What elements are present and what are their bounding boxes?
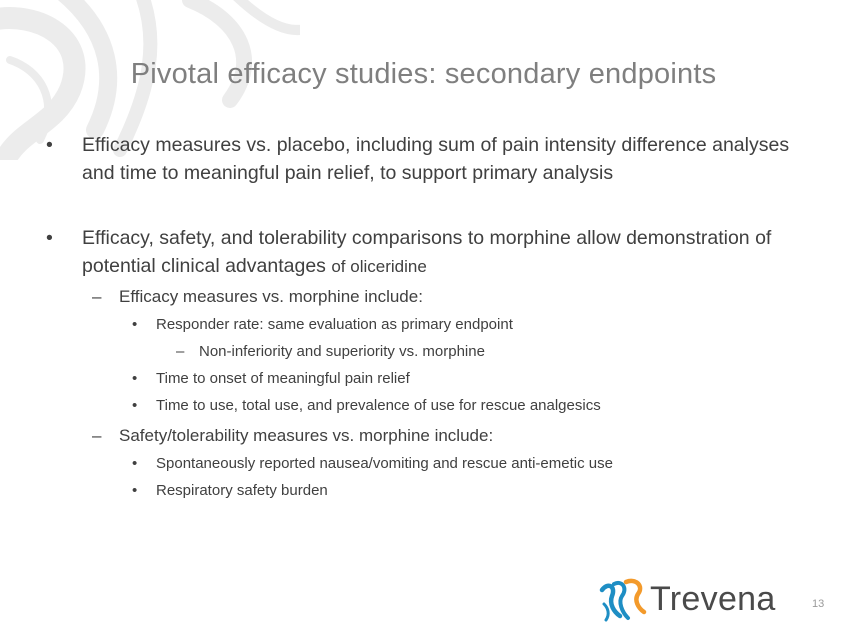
bullet-marker: • [132,482,138,499]
bullet-marker: • [132,316,138,333]
sub-sub-bullet-text: Respiratory safety burden [156,482,328,499]
sub-sub-bullet-item [132,396,601,416]
bullet-marker: • [46,227,53,249]
trevena-logo [598,578,783,624]
sub-sub-bullet-text: Responder rate: same evaluation as primary endpoint [156,316,513,333]
sub-sub-bullet-item [132,315,513,335]
sub-bullet-text: Efficacy measures vs. morphine include: [119,287,423,306]
page-number: 13 [812,598,825,610]
sub-sub-bullet-text: Time to use, total use, and prevalence of use for rescue analgesics [156,397,601,414]
bullet-marker: • [132,370,138,387]
dash-marker: – [92,287,102,306]
trevena-logo-icon [598,578,650,624]
dash-marker: – [176,343,185,360]
sub-bullet-item [92,425,493,447]
sub-sub-bullet-text: Time to onset of meaningful pain relief [156,370,410,387]
level4-bullet-text: Non-inferiority and superiority vs. morphine [199,343,485,360]
sub-bullet-text: Safety/tolerability measures vs. morphine include: [119,426,494,445]
bullet-marker: • [132,397,138,414]
bullet-text: Efficacy measures vs. placebo, including sum of pain intensity difference analyses and time to meaningful pain relief, to support primary analysis [82,134,790,184]
sub-sub-bullet-text: Spontaneously reported nausea/vomiting and rescue anti-emetic use [156,455,613,472]
bullet-text-main: Efficacy, safety, and tolerability comparisons to morphine allow demonstration of potential clinical advantages [82,227,772,277]
slide-title: Pivotal efficacy studies: secondary endpoints [130,58,717,90]
sub-sub-bullet-item [132,369,410,389]
sub-bullet-item [92,286,423,308]
bullet-text-tail: of oliceridine [331,257,427,276]
bullet-item [46,131,802,187]
bullet-item [46,224,802,281]
trevena-wordmark: Trevena [650,580,776,618]
level4-bullet-item [176,342,485,362]
sub-sub-bullet-item [132,481,328,501]
bullet-text [82,224,802,281]
bullet-marker: • [46,134,53,156]
bullet-marker: • [132,455,138,472]
dash-marker: – [92,426,102,445]
sub-sub-bullet-item [132,454,613,474]
